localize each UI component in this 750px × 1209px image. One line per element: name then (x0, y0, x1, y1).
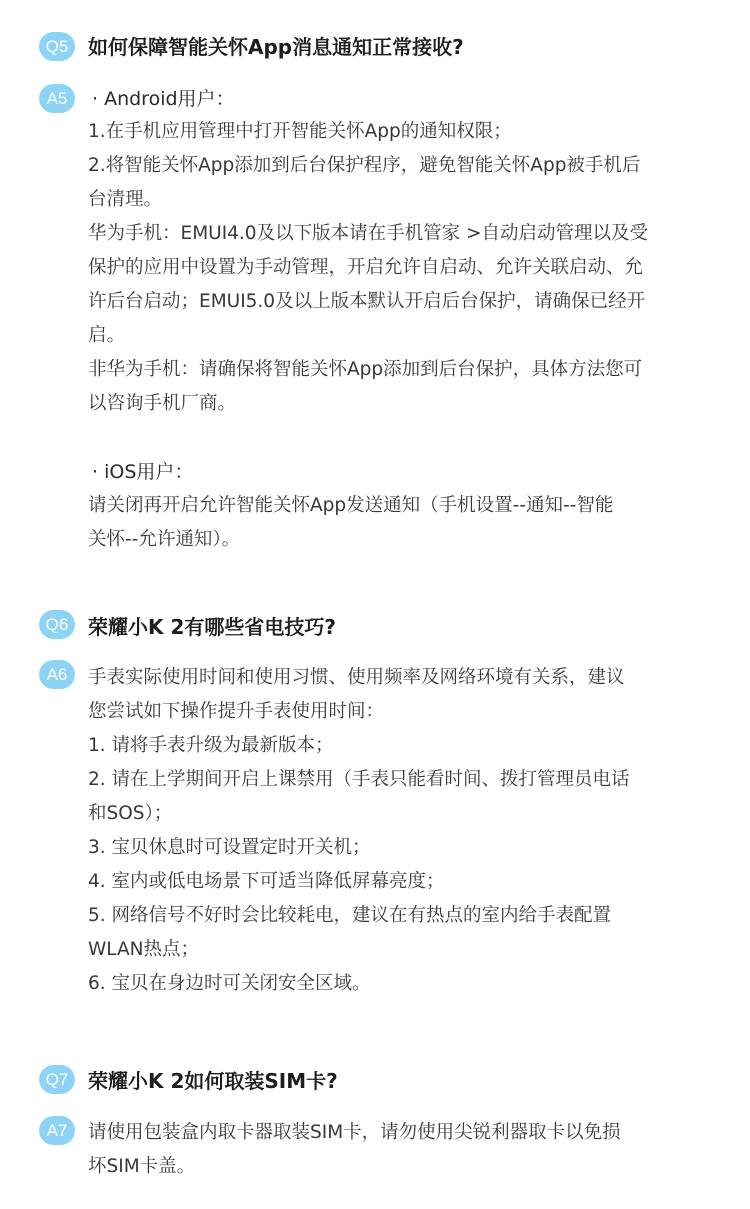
answer-line: 1.在手机应用管理中打开智能关怀App的通知权限； (88, 121, 512, 142)
answer-line: 启。 (88, 325, 126, 346)
answer-line: 和SOS）； (88, 803, 173, 824)
answer-line: WLAN热点； (88, 939, 200, 960)
answer-line: 保护的应用中设置为手动管理，开启允许自启动、允许关联启动、允 (88, 257, 644, 278)
question-q7: 荣耀小K 2如何取装SIM卡? (88, 1069, 338, 1093)
answer-line: 请关闭再开启允许智能关怀App发送通知（手机设置--通知--智能 (88, 495, 614, 516)
question-q5: 如何保障智能关怀App消息通知正常接收? (88, 35, 464, 59)
answer-line: 关怀--允许通知）。 (88, 529, 241, 550)
answer-badge-a6: A6 (39, 660, 75, 689)
answer-line: 以咨询手机厂商。 (88, 393, 237, 414)
answer-line: 请使用包装盒内取卡器取装SIM卡，请勿使用尖锐利器取卡以免损 (88, 1122, 621, 1143)
answer-line: 5. 网络信号不好时会比较耗电，建议在有热点的室内给手表配置 (88, 905, 612, 926)
answer-line: 6. 宝贝在身边时可关闭安全区域。 (88, 973, 371, 994)
answer-line: 手表实际使用时间和使用习惯、使用频率及网络环境有关系，建议 (88, 667, 625, 688)
ios-heading: · iOS用户： (92, 461, 194, 483)
answer-badge-a5: A5 (39, 84, 75, 113)
answer-line: 您尝试如下操作提升手表使用时间： (88, 701, 385, 722)
answer-line: 华为手机：EMUI4.0及以下版本请在手机管家 >自动启动管理以及受 (88, 223, 648, 244)
answer-line: 非华为手机：请确保将智能关怀App添加到后台保护，具体方法您可 (88, 359, 643, 380)
answer-line: 坏SIM卡盖。 (88, 1156, 196, 1177)
answer-line: 2. 请在上学期间开启上课禁用（手表只能看时间、拨打管理员电话 (88, 769, 630, 790)
question-q6: 荣耀小K 2有哪些省电技巧? (88, 615, 336, 639)
question-badge-q6: Q6 (39, 610, 75, 639)
answer-line: 台清理。 (88, 189, 163, 210)
question-badge-q5: Q5 (39, 32, 75, 61)
answer-line: 4. 室内或低电场景下可适当降低屏幕亮度； (88, 871, 445, 892)
answer-line: 3. 宝贝休息时可设置定时开关机； (88, 837, 371, 858)
answer-badge-a7: A7 (39, 1116, 75, 1145)
answer-line: 许后台启动；EMUI5.0及以上版本默认开启后台保护，请确保已经开 (88, 291, 646, 312)
answer-line: 1. 请将手表升级为最新版本； (88, 735, 334, 756)
question-badge-q7: Q7 (39, 1065, 75, 1094)
android-heading: · Android用户： (92, 88, 235, 110)
answer-line: 2.将智能关怀App添加到后台保护程序，避免智能关怀App被手机后 (88, 155, 641, 176)
